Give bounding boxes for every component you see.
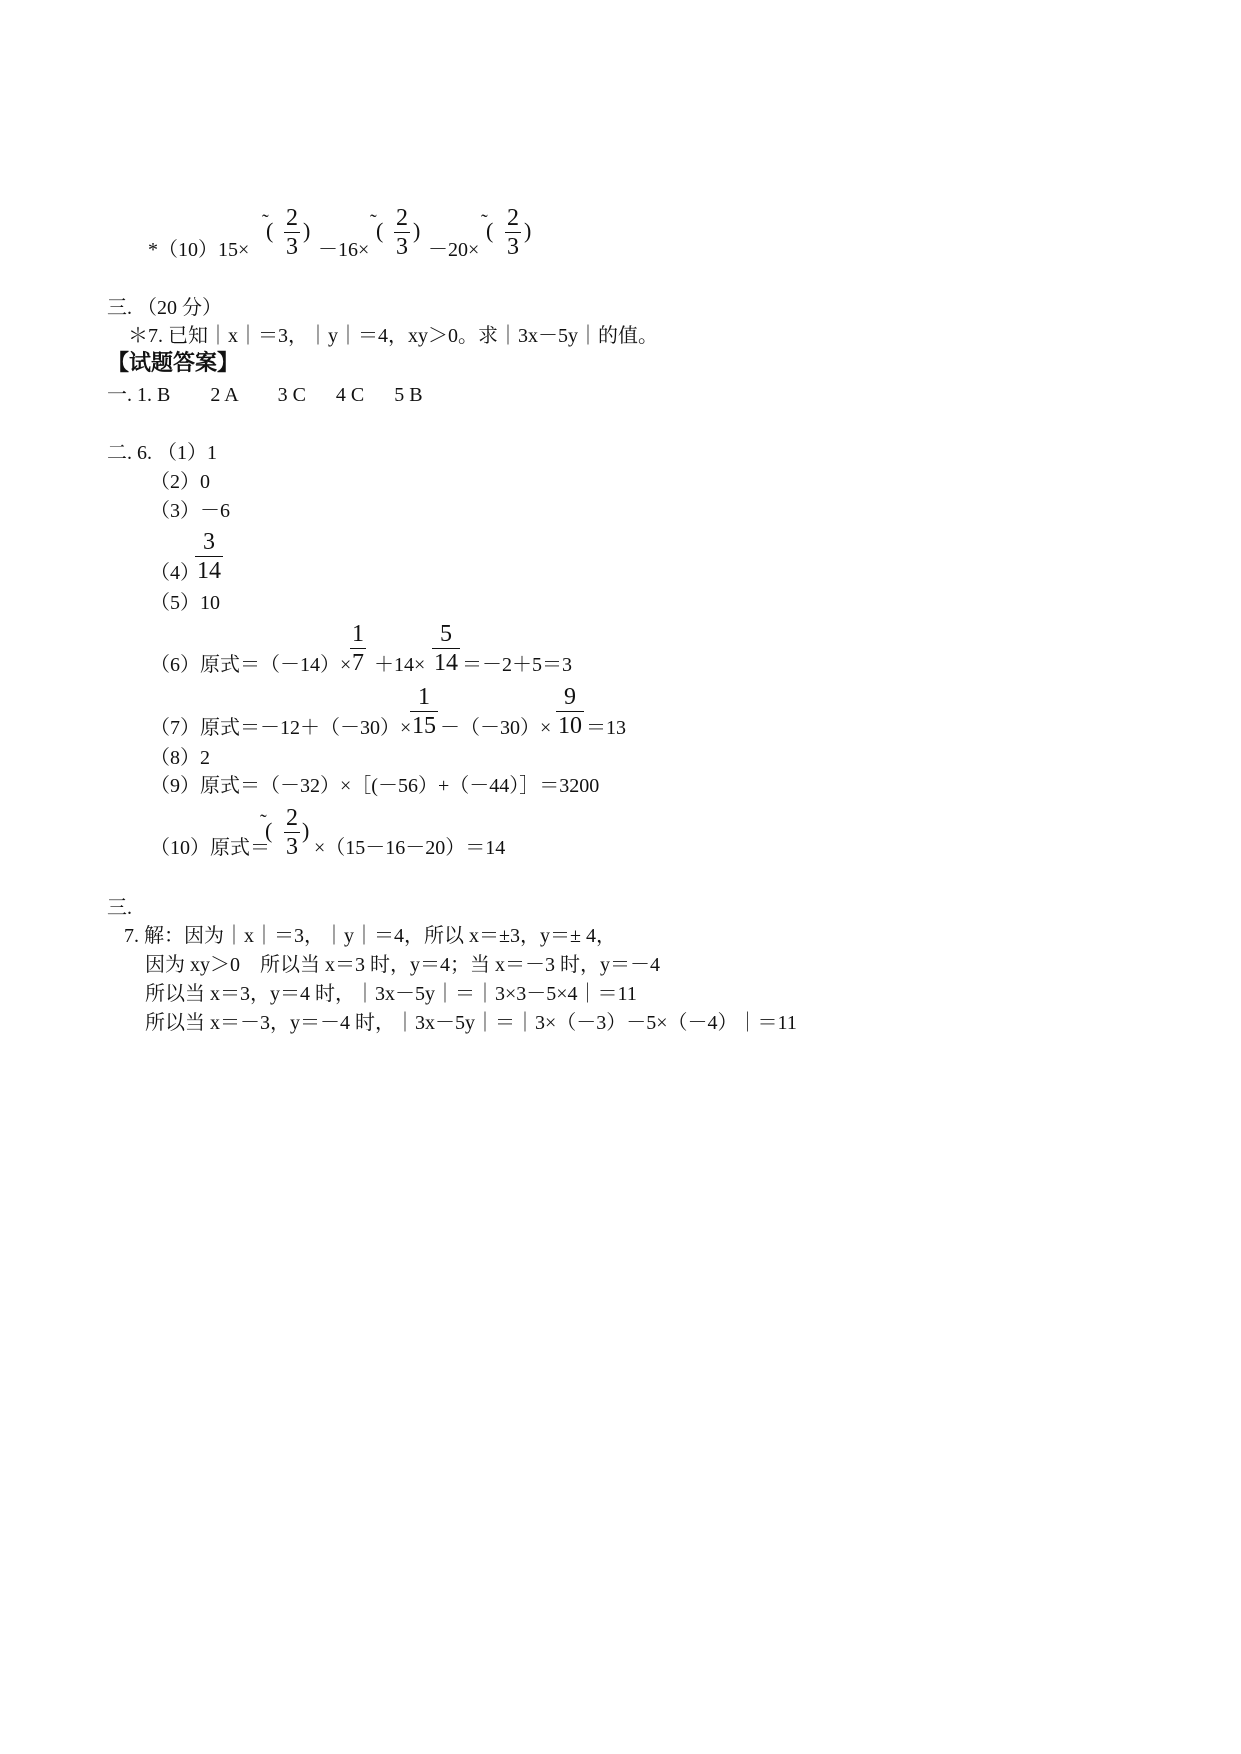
part-1-answers: 一. 1. B 2 A 3 C 4 C 5 B [107, 384, 423, 406]
open-paren: ( [376, 218, 384, 243]
answer-6-3: （3）－6 [150, 500, 230, 522]
answer-6-7-result: ＝13 [586, 717, 626, 739]
tilde-mark: ˜ [262, 211, 269, 233]
q10-mid-2: －20× [428, 239, 480, 261]
tilde-mark: ˜ [260, 811, 267, 833]
open-paren: ( [265, 818, 273, 843]
open-paren: ( [486, 218, 494, 243]
answer-6-6-mid: ＋14× [374, 654, 426, 676]
close-paren: ) [413, 218, 421, 243]
answer-6-7-fraction-1: $\frac{1}{15}$ [412, 684, 436, 739]
tilde-mark: ˜ [481, 211, 488, 233]
fraction-two-thirds: $\frac{2}{3}$ [286, 205, 298, 260]
tilde-mark: ˜ [370, 211, 377, 233]
q10-mid-1: －16× [318, 239, 370, 261]
fraction-two-thirds: $\frac{2}{3}$ [507, 205, 519, 260]
open-paren: ( [266, 218, 274, 243]
close-paren: ) [303, 218, 311, 243]
answer-6-4-label: （4） [150, 562, 200, 584]
close-paren: ) [302, 818, 310, 843]
q10-label: *（10）15× [148, 239, 250, 261]
answer-6-5: （5）10 [150, 592, 220, 614]
answer-6-6-result: ＝－2＋5＝3 [462, 654, 572, 676]
answer-6-10-result: ×（15－16－20）＝14 [314, 837, 506, 859]
solution-line-3: 所以当 x＝3，y＝4 时，｜3x－5y｜＝｜3×3－5×4｜＝11 [145, 983, 637, 1005]
part-3-title: 三. [107, 897, 132, 919]
answer-6-6-fraction-2: $\frac{5}{14}$ [434, 621, 458, 676]
answer-6-6-prefix: （6）原式＝（－14）× [150, 654, 352, 676]
question-7: ＊7. 已知｜x｜＝3，｜y｜＝4，xy＞0。求｜3x－5y｜的值。 [128, 325, 658, 347]
answer-6-9: （9）原式＝（－32）×［(－56）+（－44）］＝3200 [150, 775, 600, 797]
answer-6-6-fraction-1: $\frac{1}{7}$ [352, 621, 364, 676]
answer-6-10-fraction: $\frac{2}{3}$ [286, 805, 298, 860]
section-3-title: 三. （20 分） [107, 297, 222, 319]
answer-6-10-prefix: （10）原式＝ [150, 837, 270, 859]
solution-line-4: 所以当 x＝－3，y＝－4 时，｜3x－5y｜＝｜3×（－3）－5×（－4）｜＝11 [145, 1012, 797, 1034]
fraction-two-thirds: $\frac{2}{3}$ [396, 205, 408, 260]
solution-line-1: 7. 解：因为｜x｜＝3，｜y｜＝4，所以 x＝±3，y＝± 4， [124, 925, 616, 947]
answers-heading: 【试题答案】 [107, 351, 240, 376]
answer-6-7-mid: －（－30）× [440, 717, 552, 739]
answer-6-8: （8）2 [150, 747, 210, 769]
answer-6-7-fraction-2: $\frac{9}{10}$ [558, 684, 582, 739]
solution-line-2: 因为 xy＞0 所以当 x＝3 时，y＝4；当 x＝－3 时，y＝－4 [145, 954, 660, 976]
answer-6-1: 二. 6. （1）1 [107, 442, 217, 464]
answer-6-4-fraction: $\frac{3}{14}$ [197, 529, 221, 584]
answer-6-2: （2）0 [150, 471, 210, 493]
answer-6-7-prefix: （7）原式＝－12＋（－30）× [150, 717, 412, 739]
close-paren: ) [524, 218, 532, 243]
